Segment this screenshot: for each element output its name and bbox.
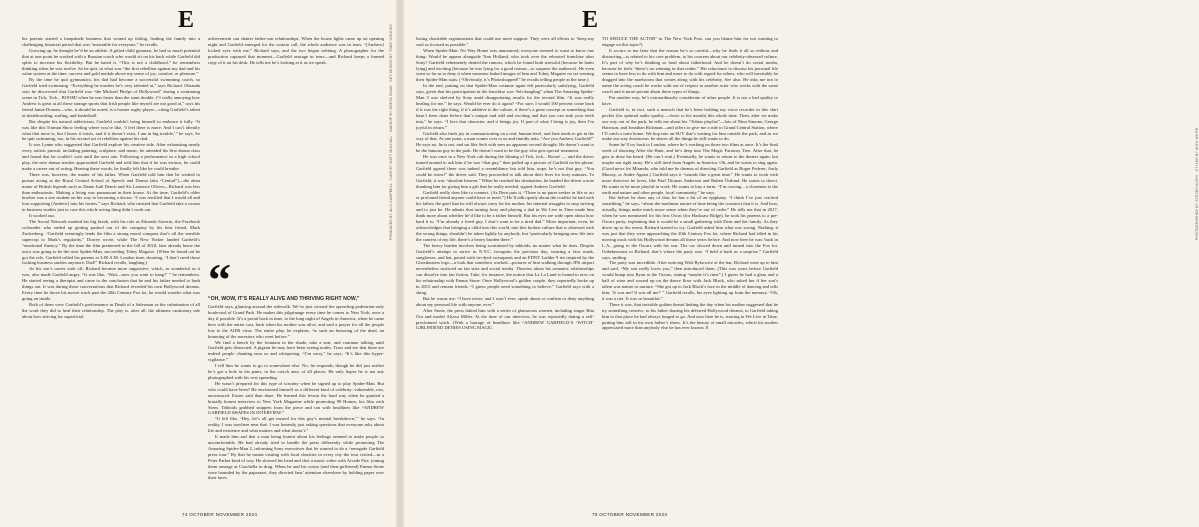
- body-paragraph: Garfield really does like to connect. (As Dern puts it, “There is no purer seeker in life or art or profound friend anyone could have or meet.”) He’ll talk openly about the conflict he had with his father, the grief that he will always carry for his mother, his internal struggles to stop striving and to just be. He admits that turning forty and playing a dad in We Live in Time made him think more about whether he’d like to be a father himself. But his eyes are wide open about how hard it is: “I’m already a freed guy. I don’t want to be a tired dad.” More important, even, he acknowledges that bringing a child into this world, into this broken culture that is obsessed with the wrong things, shouldn’t be taken lightly by anybody, but “particularly bringing new life into the context of my life, there’s a heavy burden there.”: [416, 189, 594, 242]
- right-page: [402, 0, 1199, 527]
- section-lead-in: “OH, WOW, IT’S REALLY ALIVE AND THRIVING RIGHT NOW,”: [208, 295, 360, 302]
- body-paragraph: listing charitable organizations that could use more support. They were all efforts to “keep my soul as focused as possible.”: [416, 36, 594, 47]
- right-column-2: [602, 36, 778, 502]
- left-column-1: [22, 36, 200, 502]
- esquire-logo-right: E: [582, 7, 598, 33]
- body-paragraph: It occurs to me later that the reason he’s so careful—why he finds it all so tedious and distracting—is related to his core problem, to his concern about our celebrity-obsessed culture. It’s part of why he’s thinking so hard about fatherhood. And he doesn’t do social media, because he feels “there’s no winning in that realm.” His reluctance to discuss his personal life seems to have less to do with him and more to do with regard for others, who will inevitably be dragged into the maelstrom that comes along with his celebrity. See also: He asks me not to name the acting coach he works with out of respect to another actor who works with the same coach and is more private about these types of things.: [602, 47, 778, 95]
- body-paragraph: He wasn’t prepared for this type of scrutiny when he signed up to play Spider-Man. But who could have been? He envisioned himself as a different kind of celebrity: vulnerable, raw, uncensored. Easier said than done. He learned this lesson the hard way when he granted a brutally honest interview to New York Magazine while promoting 99 Homes, his film with Stern. Tabloids grabbed snippets from the piece and ran with headlines like “ANDREW GARFIELD SHAPES IN INTERVIEW.”: [208, 380, 384, 416]
- body-paragraph: It was Lynne who suggested that Garfield explore his creative side. After exhausting nearly every artistic pursuit, including painting, sculpture, and music, he attended his first drama class and found that he couldn’t wait until the next one. Following a performance in a high school play, the new drama teacher approached Garfield and told him that if he was serious, he could make a career out of acting. Hearing these words, he finally felt like he could breathe.: [22, 142, 200, 171]
- body-paragraph: But despite his natural athleticism, Garfield couldn’t bring himself to embrace it fully. “It was like this Truman Show feeling where you’re like, ‘I feel there is more. And I can’t identify what that more is, but I know it exists, and if it doesn’t exist, I am in big trouble,’” he says. So he quit swimming, too, in his second act of rebellion against his dad.: [22, 118, 200, 142]
- photo-credit-left: PRODUCED BY ALIX CAMPBELL · HAIR BY MATT MULHALL · MAKEUP BY GRETA SWAN · SET DESIGN BY TODD WIGGINS: [389, 24, 393, 240]
- body-paragraph: I tell him he wants to go to somewhere else. No, he responds, though he did just realize he’s got a hole in his pants, in the crotch area, of all places. He only hopes he is not any photographed with his vest spreading.: [208, 363, 384, 380]
- left-page: [0, 0, 398, 527]
- body-paragraph: In the end, putting on that Spider-Man costume again felt particularly satisfying, Garfield says, given that his participation in the franchise was “left dangling” when The Amazing Spider-Man 3 was shelved by Sony amid disappointing results for the second film. “It was really healing for me,” he says. Would he ever do it again? “For sure, I would 100 percent come back if it was the right thing, if it’s additive to the culture, if there’s a great concept or something that hasn’t been done before that’s unique and odd and exciting and that you can sink your teeth into,” he says. “I love that character, and it brings joy. If part of what I bring is joy, then I’m joyful in return.”: [416, 83, 594, 130]
- photo-credit-right: PHOTOGRAPHED BY STEVEN KLEIN · STYLED BY ALEX WHITE: [1195, 127, 1199, 240]
- body-paragraph: Garfield says, glancing around the sidewalk. We’ve just crossed the sprawling pedestrian-only boulevard of Grand Park. He makes this pilgrimage every time he comes to New York, once a day if possible. It’s a portal back in time, to the long night of Angels in America, when he came here with the entire cast, back when his mother was alive, and said a prayer for all the people lost to the AIDS virus. The entire play, he explains, “is such an honoring of the dead, an honoring of the ancestors who went before.”: [208, 304, 384, 339]
- body-paragraph: “It felt like, ‘Hey, let’s all get trusted for this guy’s mental breakdown,’” he says. “In reality, I was nowhere near that. I was honestly just asking questions that everyone asks about life and existence and what matters and what doesn’t.”: [208, 416, 384, 434]
- body-paragraph: When Spider-Man: No Way Home was announced, everyone seemed to want to know one thing: Would he appear alongside Tom Holland, who took over the rebooted franchise after Sony? Garfield vehemently denied the rumors, which he found both stressful (because he hates lying) and exciting (because he was lying for a good reason—to surprise the audience). He even went so far as to deny it when someone leaked images of him and Tobey Maguire on set wearing their Spider-Man suits. (“Obviously, it’s Photoshopped!” he recalls telling people at the time.): [416, 47, 594, 83]
- page-number-left: 74 OCTOBER NOVEMBER 2024: [182, 512, 258, 517]
- body-paragraph: Garfield is, in fact, such a mensch that he’s been holding my voice recorder in this shirt pocket (for optimal audio quality—closer to his mouth) this whole time. Then, after we make our way out of the park, he tells me about his “Tobias playlist”—lots of Nina Simone, George Harrison, and Jonathan Richman—and offers to give me a ride to Grand Central Station, where I’ll catch a train home. We hop into an SUV that’s waiting for him outside the park, and as we make our way downtown, he shares all the things he still wants to do.: [602, 106, 778, 142]
- body-paragraph: Put another way, he’s extraordinarily considerate of other people. It is not a bad quality to have.: [602, 95, 778, 106]
- body-paragraph: It made him sad that a man being honest about his feelings seemed to make people so uncomfortable. He had already tried to handle the press differently while promoting The Amazing Spider-Man 2, informing Sony executives that he wanted to do a “renegade Garfield press tour.” By that he meant visiting with local charities in every city the tour visited—in a Peter Parker kind of way. He showed his head and shot a music video with Arcade Fire, joining them onstage at Coachella in drag. When he and his costar (and then-girlfriend) Emma Stone were hounded by the paparazzi, they directed fans’ attention elsewhere by holding paper over their faces: [208, 434, 384, 481]
- esquire-logo-left: E: [178, 7, 194, 33]
- body-paragraph: But before he does any of that, he has a bit of an epiphany. “I think I’ve just cracked something,” he says, “about the nonlinear nature of time being the construct that it is. And how, actually, things make much more sense when they’re out of order.” He tells me that in 2017, when he was nominated for his first Oscar (for Hacksaw Ridge), he took his parents to a pre-Oscars party, explaining that it would be a small gathering with Dern and her family. As they drove up to the event, Richard started to cry. Garfield asked him what was wrong. Nothing: it was just that they were approaching the 20th Century Fox lot, where Richard had idled in his moving truck with his Hollywood dreams all those years before. And now here he was: back in L.A., going to the Oscars with his son. The car slowed down and turned into the Fox lot. Unbeknownst to Richard, that’s where the party was. “I held it back as a surprise,” Garfield says, smiling.: [602, 195, 778, 260]
- body-paragraph: achievement can shatter father-son relationships. When the house lights came up on opening night and Garfield emerged for the curtain call, the whole audience was in tears. “[Andrew] locked eyes with me,” Richard says, and the two began sobbing. A photographer for the production captured that moment—Garfield onstage in tears—and Richard keeps a framed copy of it on his desk. He tells me he’s looking at it as we speak.: [208, 36, 384, 65]
- body-paragraph: There was, however, the matter of his father. When Garfield told him that he wished to pursue acting at the Royal Central School of Speech and Drama (aka “Central”)—the alma mater of British legends such as Dame Judi Dench and Sir Laurence Olivier—Richard was less than enthusiastic. Making a living was paramount in their house. At the time, Garfield’s older brother was a star student on his way to becoming a doctor. “I was terrified that I would all and lose supporting [Andrew] into his forties,” says Richard, who insisted that Garfield take a course in business studies just in case this whole acting thing didn’t work out.: [22, 171, 200, 213]
- body-paragraph: TO SEDUCE THE ACTOR” in The New York Post, can you blame him for not wanting to engage on this topic?): [602, 36, 778, 47]
- body-paragraph: The heavy burden involves being scrutinized by tabloids, no matter what he does. Despite Garfield’s attempt to arrive in N.Y.C. incognito the previous day, wearing a face mask, sunglasses, and hat, paired with tie-dyed sweatpants and an FDNY Ladder 9 tee inspired by the Ghostbusters logo—a look that somehow worked—pictures of him walking through JFK airport nevertheless surfaced on fan sites and social media. Theories about his romantic relationships can dissolve into fan fiction. Take, for instance, the notion that La La Land is bound to now on his relationship with Emma Stone. Once Hollywood’s golden couple, they reportedly broke up in 2015 and remain friends. “I guess people need something to believe,” Garfield says with a shrug.: [416, 242, 594, 295]
- body-paragraph: As his son’s career took off, Richard became more supportive, which, as wonderful as it was, also made Garfield angry. “It was like, ‘Wait—now you want to hang?’ ” he remembers. He started seeing a therapist and came to the conclusion that he and his father needed to hash things out. It was during these conversations that Richard revealed his own Hollywood dreams. Every time he drove his mover truck past the 20th Century Fox lot, he would wonder what was going on inside.: [22, 266, 200, 301]
- body-paragraph: The party was incredible. After noticing Walt Bykowice at the bar, Richard went up to him and said, “My son really loves you,” then introduced them. (This was years before Garfield would bump into Ryan at the Oscars, stating “maybe it’s time”.) I guess he had a glass and a half of wine and wound up on the dance floor with Jack Black, who asked her if her son’s talent was nature or nurture. “She got up to Jack Black’s face in the middle of dancing and tells him, ‘It was me! It was all me!’ ” Garfield recalls, his eyes lighting up from the memory. “Oh, it was a riot. It was so beautiful.”: [602, 260, 778, 301]
- body-paragraph: Growing up, he thought he’d be an athlete. A gifted child gymnast, he had so much potential that at one point he worked with a Russian coach who would sit on his back while Garfield did splits to increase his flexibility. But he hated it. “This is not a childhood,” he remembers thinking when he was twelve. So he quit, in what was “the first rebellion against my dad and his value system at the time: success and gold medals above my sense of joy, comfort, or pleasure.”: [22, 47, 200, 77]
- body-paragraph: There it was, that invisible golden thread linking the day when his mother suggested that he try something creative, to his father sharing his deferred Hollywood dreams, to Garfield taking him to that place he had always longed to go. And now here he is, starring in We Live in Time, putting him self in his own father’s shoes. It’s the beauty of small miracles, which his mother appreciated more than anybody else he has ever known. E: [602, 301, 778, 331]
- body-paragraph: Some he’ll try back to London, where he’s working on those two films at once. It’s the final week of shooting After the Hunt, and he’s deep into The Magic Faraway Tree. After that, he gets to draw his beard. (He can’t wait.) Eventually, he wants to return to the theater again, but maybe not right away. He’s still tired from Angels in America. Oh, and he wants to sing again. (Good news for Miranda, who told me he dreams of directing Garfield as Roger Federer, Andy Murray, or Andre Agassi.) Garfield says it “sounds like a great time.” He wants to work with more directors he loves, like Paul Thomas Anderson and Ruben Östlund. He wants to direct. He wants to be more playful in work. He wants to buy a farm. “I’m craving... a closeness to the earth and nature and other people, local community,” he says.: [602, 142, 778, 195]
- body-paragraph: It worked out.: [29, 213, 55, 219]
- body-paragraph: his parents started a lampshade business that wound up failing, leading the family into a challenging financial period that was “miserable for everyone,” he recalls.: [22, 36, 200, 47]
- body-paragraph: By the time he quit gymnastics, his dad had become a successful swimming coach, so Garfield tried swimming. “Everything he touches he’s very talented at,” says Richard. Obranda says he discovered that Garfield was “the Michael Phelps of Hollywood” during a swimming scene in Tick, Tick... BOOM! when he was faster than the stunt double. (“I really annoying how Andrew is great at all these strange sports that Irish people like myself are not good at,” says his friend Jamie Dornan—who, it should be noted, is a former rugby player—citing Garfield’s talent at skateboarding, surfing, and basketball.: [22, 77, 200, 118]
- body-paragraph: After Stone, the press linked him with a series of glamorous women, including singer Rita Ora and model Alyssa Miller. At the time of our interview, he was reportedly dating a self-proclaimed witch. (With a barrage of headlines like “ANDREW GARFIELD’S ‘WITCH’ GIRLFRIEND DENIES USING MAGIC: [416, 307, 594, 331]
- body-paragraph: The Social Network marked his big break, with his role as Eduardo Saverin, the Facebook cofounder who ended up getting pushed out of the company by his best friend, Mark Zuckerberg. “Garfield seemingly lends the film a strong moral compass that’s all the sensible supercop to Mark’s regularity,” Dorrey wrote, while The New Yorker lauded Garfield’s “emotional fluency.” By the time the film premiered in the fall of 2010, fans already knew the actor was going to be the next Spider-Man, succeeding Tobey Maguire. (When he found out he got the role, Garfield called his parents at 3:00 A.M. London time, shouting, “I don’t need those fucking business studies anymore, Dad!” Richard recalls, laughing.): [22, 219, 200, 266]
- page-number-right: 75 OCTOBER NOVEMBER 2024: [592, 512, 668, 517]
- left-column-2: [208, 36, 384, 502]
- right-column-1: [416, 36, 594, 502]
- body-paragraph: We find a bench by the fountain in the shade, take a seat, and continue talking until Garfield gets distracted. A pigeon he may have been eyeing nodes. Tears and see that there are indeed people chanting near us and whispering. “I’m sorry,” he says. “It’s like this hyper-vigilance.”: [208, 339, 384, 363]
- quote-mark-glyph: “: [208, 253, 231, 305]
- body-paragraph: But he warns me: “I have never, and I won’t ever, speak about or confirm or deny anything about my personal life with anyone, ever.”: [416, 295, 594, 307]
- body-paragraph: Both of them view Garfield’s performance in Death of a Salesman as the culmination of all the work they did to heal their relationship. The play is, after all, the ultimate cautionary tale about how striving for superficial: [22, 301, 200, 319]
- body-paragraph: He was once in a New York cab during the filming of Tick, tick... Boom! — and the driver turned around to ask him if he was “that guy,” then pulled up a picture of Garfield on his phone. Garfield agreed there was indeed a resemblance but told him, nope, he’s not that guy. “You could be twins!” the driver said. They proceeded to talk about their lives for forty minutes. To Garfield, it was “absolute heaven.” When he reached his destination, he handed the driver a note thanking him for giving him a gift that he really needed, signed Andrew Garfield.: [416, 154, 594, 189]
- body-paragraph: Garfield also finds joy in communicating on a real, human level, and Jane tends to get in the way of that. At one point, a man comes over to us and timidly asks, “Are you Andrew Garfield?” He says no, he is not, and sat like Seth with sees an apparent second thought. He doesn’t want to be the famous guy in the park. He doesn’t want to be the guy who gets special treatment.: [416, 130, 594, 154]
